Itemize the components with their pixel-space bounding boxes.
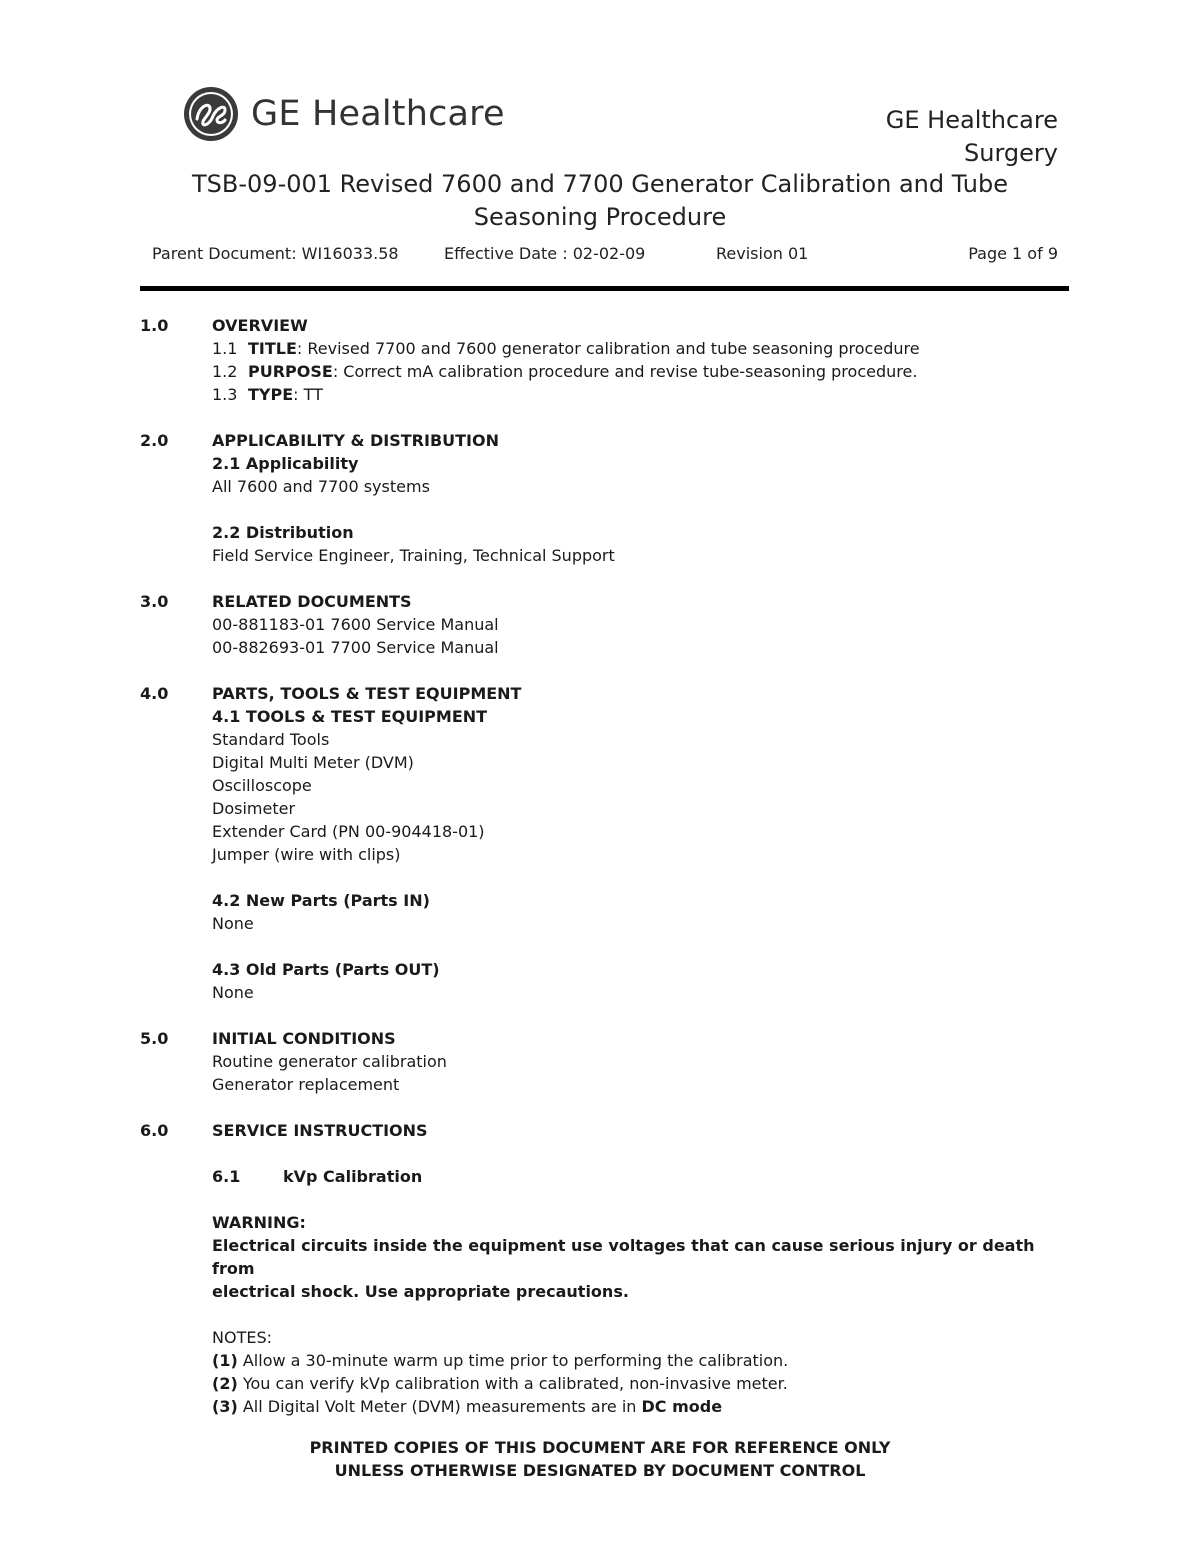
document-title (150, 168, 1050, 234)
parent-document: Parent Document: WI16033.58 (152, 244, 399, 263)
title-line-1: TSB-09-001 Revised 7600 and 7700 Generator Calibration and Tube (192, 170, 1008, 198)
subsection-number: 6.1 (212, 1167, 241, 1186)
note-item: (3) All Digital Volt Meter (DVM) measurements are in DC mode (212, 1397, 723, 1416)
subsection-kvp-calibration (212, 1165, 1070, 1188)
overview-item: 1.3 TYPE: TT (212, 385, 323, 404)
condition-item: Routine generator calibration (212, 1052, 447, 1071)
subsection-heading: 2.2 Distribution (212, 523, 354, 542)
org-division: Surgery (964, 139, 1058, 167)
section-heading: APPLICABILITY & DISTRIBUTION (212, 431, 499, 450)
title-line-2: Seasoning Procedure (473, 203, 727, 231)
page-number: Page 1 of 9 (968, 244, 1058, 263)
section-parts-tools (140, 682, 1070, 1004)
note-item: (2) You can verify kVp calibration with a calibrated, non-invasive meter. (212, 1374, 788, 1393)
related-document: 00-882693-01 7700 Service Manual (212, 638, 499, 657)
tool-item: Dosimeter (212, 799, 296, 818)
tool-item: Oscilloscope (212, 776, 312, 795)
notes-label: NOTES: (212, 1328, 272, 1347)
warning-block (212, 1211, 1070, 1303)
section-number: 6.0 (140, 1121, 169, 1140)
section-number: 3.0 (140, 592, 169, 611)
note-item: (1) Allow a 30-minute warm up time prior to performing the calibration. (212, 1351, 789, 1370)
section-overview (140, 314, 1070, 406)
footer-line: PRINTED COPIES OF THIS DOCUMENT ARE FOR REFERENCE ONLY (309, 1438, 891, 1457)
org-name: GE Healthcare (885, 106, 1058, 134)
section-initial-conditions (140, 1027, 1070, 1096)
subsection-heading: 4.3 Old Parts (Parts OUT) (212, 960, 440, 979)
section-related-documents (140, 590, 1070, 659)
organization-block (886, 104, 1058, 170)
logo-text: GE Healthcare (251, 94, 505, 134)
section-number: 2.0 (140, 431, 169, 450)
overview-item: 1.2 PURPOSE: Correct mA calibration procedure and revise tube-seasoning procedure. (212, 362, 918, 381)
revision: Revision 01 (716, 244, 809, 263)
document-footer (150, 1436, 1050, 1482)
tool-item: Standard Tools (212, 730, 330, 749)
section-number: 1.0 (140, 316, 169, 335)
overview-item: 1.1 TITLE: Revised 7700 and 7600 generator calibration and tube seasoning procedure (212, 339, 920, 358)
section-service-instructions (140, 1119, 1070, 1142)
subsection-heading: kVp Calibration (283, 1167, 423, 1186)
warning-label: WARNING: (212, 1213, 306, 1232)
company-logo (183, 86, 505, 142)
section-number: 4.0 (140, 684, 169, 703)
tool-item: Jumper (wire with clips) (212, 845, 401, 864)
subsection-text: None (212, 914, 254, 933)
footer-line: UNLESS OTHERWISE DESIGNATED BY DOCUMENT CONTROL (334, 1461, 866, 1480)
document-body (140, 314, 1070, 1418)
section-number: 5.0 (140, 1029, 169, 1048)
related-document: 00-881183-01 7600 Service Manual (212, 615, 499, 634)
header-divider (140, 286, 1069, 291)
effective-date: Effective Date : 02-02-09 (444, 244, 646, 263)
subsection-text: All 7600 and 7700 systems (212, 477, 430, 496)
subsection-heading: 2.1 Applicability (212, 454, 359, 473)
subsection-heading: 4.1 TOOLS & TEST EQUIPMENT (212, 707, 488, 726)
section-heading: PARTS, TOOLS & TEST EQUIPMENT (212, 684, 522, 703)
subsection-heading: 4.2 New Parts (Parts IN) (212, 891, 430, 910)
section-applicability (140, 429, 1070, 567)
warning-text: Electrical circuits inside the equipment use voltages that can cause serious injury or death from (212, 1236, 1035, 1278)
subsection-text: Field Service Engineer, Training, Technical Support (212, 546, 615, 565)
section-heading: SERVICE INSTRUCTIONS (212, 1121, 428, 1140)
section-heading: OVERVIEW (212, 316, 308, 335)
subsection-text: None (212, 983, 254, 1002)
warning-text: electrical shock. Use appropriate precautions. (212, 1282, 629, 1301)
tool-item: Digital Multi Meter (DVM) (212, 753, 414, 772)
tool-item: Extender Card (PN 00-904418-01) (212, 822, 485, 841)
notes-block (212, 1326, 1070, 1418)
condition-item: Generator replacement (212, 1075, 400, 1094)
section-heading: RELATED DOCUMENTS (212, 592, 412, 611)
section-heading: INITIAL CONDITIONS (212, 1029, 396, 1048)
ge-monogram-icon (183, 86, 239, 142)
